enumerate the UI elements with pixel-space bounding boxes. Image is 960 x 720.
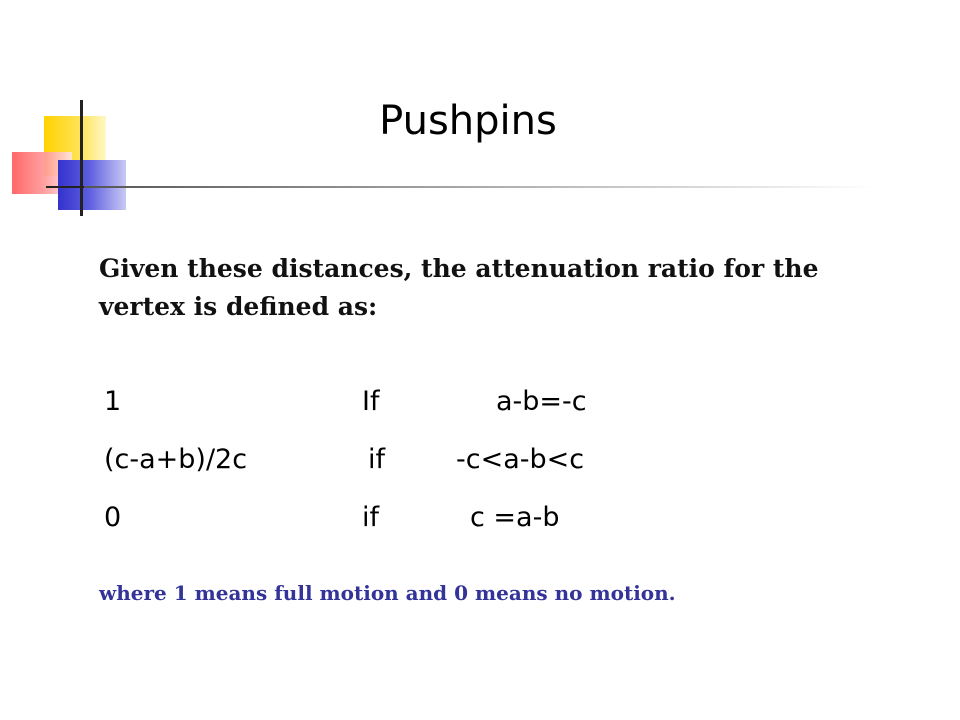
case-condition: c =a-b: [470, 502, 560, 533]
logo-horizontal-line: [46, 186, 86, 188]
case-value: (c-a+b)/2c: [104, 444, 248, 475]
case-condition: -c<a-b<c: [456, 444, 585, 475]
slide-title: Pushpins: [379, 98, 557, 144]
logo-blue-square: [58, 160, 126, 210]
case-row-3: [0, 502, 960, 542]
case-value: 0: [104, 502, 122, 533]
case-condition: a-b=-c: [496, 386, 587, 417]
case-condition-word: if: [362, 502, 380, 533]
case-row-1: [0, 386, 960, 426]
case-value: 1: [104, 386, 122, 417]
case-row-2: [0, 444, 960, 484]
case-condition-word: if: [368, 444, 386, 475]
intro-paragraph: Given these distances, the attenuation ratio for the vertex is defined as:: [99, 254, 819, 321]
title-underline: [84, 186, 874, 188]
case-condition-word: If: [362, 386, 380, 417]
footnote: where 1 means full motion and 0 means no motion.: [99, 581, 676, 605]
